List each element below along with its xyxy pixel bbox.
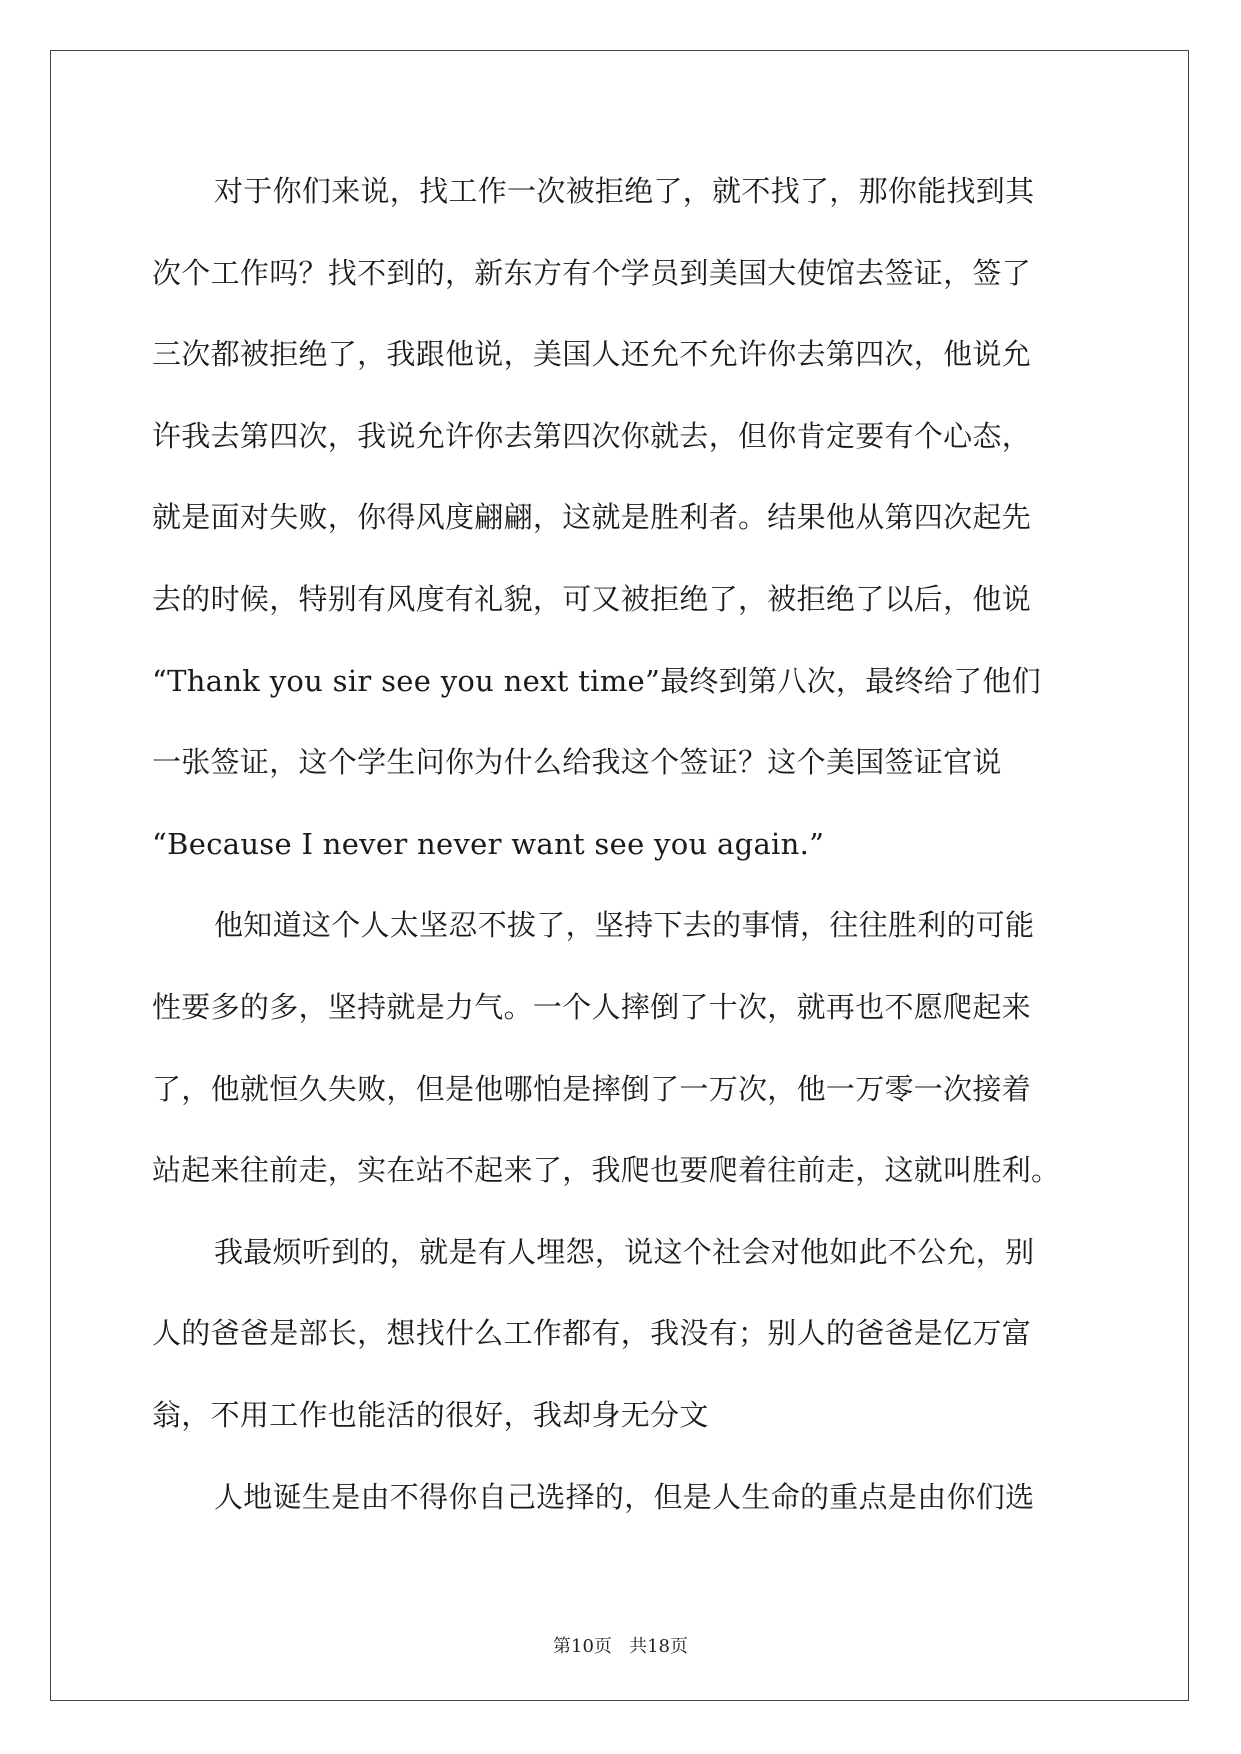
- text-line: 了，他就恒久失败，但是他哪怕是摔倒了一万次，他一万零一次接着: [152, 1071, 1032, 1106]
- text-line: “Thank you sir see you next time”最终到第八次，最终给了他们: [152, 663, 1042, 698]
- text-line: 他知道这个人太坚忍不拔了，坚持下去的事情，往往胜利的可能: [214, 908, 1035, 943]
- text-line: 去的时候，特别有风度有礼貌，可又被拒绝了，被拒绝了以后，他说: [152, 581, 1032, 616]
- text-line: 对于你们来说，找工作一次被拒绝了，就不找了，那你能找到其: [214, 174, 1035, 208]
- document-body: [152, 158, 1087, 1545]
- page-footer: [0, 1632, 1241, 1658]
- page-number: 第10页: [553, 1636, 612, 1657]
- text-line: 就是面对失败，你得风度翩翩，这就是胜利者。结果他从第四次起先: [152, 500, 1032, 535]
- text-line: 人的爸爸是部长，想找什么工作都有，我没有；别人的爸爸是亿万富: [152, 1316, 1032, 1351]
- text-line: 次个工作吗？找不到的，新东方有个学员到美国大使馆去签证，签了: [152, 255, 1032, 290]
- text-line: 性要多的多，坚持就是力气。一个人摔倒了十次，就再也不愿爬起来: [152, 989, 1032, 1024]
- text-line: 站起来往前走，实在站不起来了，我爬也要爬着往前走，这就叫胜利。: [152, 1153, 1061, 1188]
- text-line: 许我去第四次，我说允许你去第四次你就去，但你肯定要有个心态，: [152, 418, 1032, 453]
- text-line: 人地诞生是由不得你自己选择的，但是人生命的重点是由你们选: [214, 1479, 1035, 1514]
- text-line: “Because I never never want see you again.”: [152, 826, 825, 861]
- page-total: 共18页: [629, 1636, 688, 1657]
- text-line: 我最烦听到的，就是有人埋怨，说这个社会对他如此不公允，别: [214, 1234, 1035, 1269]
- text-line: 翁，不用工作也能活的很好，我却身无分文: [152, 1397, 709, 1432]
- text-line: 一张签证，这个学生问你为什么给我这个签证？这个美国签证官说: [152, 745, 1002, 780]
- text-line: 三次都被拒绝了，我跟他说，美国人还允不允许你去第四次，他说允: [152, 337, 1032, 372]
